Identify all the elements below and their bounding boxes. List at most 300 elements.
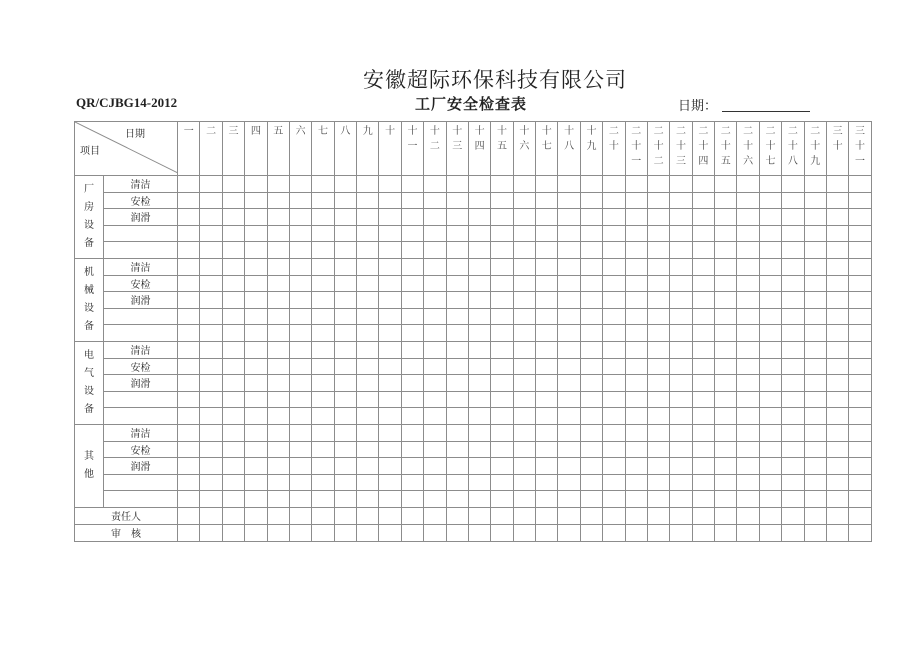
check-cell[interactable] — [826, 225, 848, 242]
check-cell[interactable] — [513, 292, 535, 309]
check-cell[interactable] — [782, 176, 804, 193]
check-cell[interactable] — [200, 358, 222, 375]
check-cell[interactable] — [625, 275, 647, 292]
signature-cell[interactable] — [424, 524, 446, 541]
check-cell[interactable] — [446, 242, 468, 259]
check-cell[interactable] — [737, 242, 759, 259]
check-cell[interactable] — [245, 408, 267, 425]
check-cell[interactable] — [804, 375, 826, 392]
check-cell[interactable] — [759, 341, 781, 358]
check-cell[interactable] — [424, 358, 446, 375]
check-cell[interactable] — [670, 275, 692, 292]
check-cell[interactable] — [513, 176, 535, 193]
signature-cell[interactable] — [513, 524, 535, 541]
check-cell[interactable] — [424, 308, 446, 325]
check-cell[interactable] — [446, 292, 468, 309]
check-cell[interactable] — [558, 292, 580, 309]
date-fill-line[interactable] — [722, 111, 810, 112]
check-cell[interactable] — [312, 458, 334, 475]
check-cell[interactable] — [692, 242, 714, 259]
check-cell[interactable] — [334, 458, 356, 475]
signature-cell[interactable] — [647, 524, 669, 541]
check-cell[interactable] — [715, 325, 737, 342]
check-cell[interactable] — [625, 491, 647, 508]
signature-cell[interactable] — [491, 524, 513, 541]
check-cell[interactable] — [401, 325, 423, 342]
check-cell[interactable] — [312, 441, 334, 458]
check-cell[interactable] — [312, 275, 334, 292]
check-cell[interactable] — [625, 209, 647, 226]
check-cell[interactable] — [603, 375, 625, 392]
check-cell[interactable] — [804, 308, 826, 325]
check-cell[interactable] — [737, 341, 759, 358]
check-cell[interactable] — [312, 308, 334, 325]
check-cell[interactable] — [178, 375, 200, 392]
check-cell[interactable] — [245, 325, 267, 342]
check-cell[interactable] — [357, 292, 379, 309]
check-cell[interactable] — [424, 441, 446, 458]
check-cell[interactable] — [759, 474, 781, 491]
check-cell[interactable] — [334, 192, 356, 209]
check-cell[interactable] — [692, 325, 714, 342]
check-cell[interactable] — [245, 258, 267, 275]
check-cell[interactable] — [357, 358, 379, 375]
check-cell[interactable] — [312, 242, 334, 259]
check-cell[interactable] — [178, 258, 200, 275]
check-cell[interactable] — [491, 242, 513, 259]
check-cell[interactable] — [782, 341, 804, 358]
check-cell[interactable] — [782, 491, 804, 508]
check-cell[interactable] — [178, 192, 200, 209]
check-cell[interactable] — [379, 358, 401, 375]
check-cell[interactable] — [424, 458, 446, 475]
check-cell[interactable] — [245, 458, 267, 475]
check-cell[interactable] — [379, 275, 401, 292]
check-cell[interactable] — [379, 292, 401, 309]
check-cell[interactable] — [178, 225, 200, 242]
signature-cell[interactable] — [849, 507, 871, 524]
signature-cell[interactable] — [558, 507, 580, 524]
check-cell[interactable] — [826, 391, 848, 408]
check-cell[interactable] — [222, 308, 244, 325]
signature-cell[interactable] — [468, 507, 490, 524]
signature-cell[interactable] — [647, 507, 669, 524]
check-cell[interactable] — [200, 441, 222, 458]
check-cell[interactable] — [222, 225, 244, 242]
check-cell[interactable] — [647, 292, 669, 309]
check-cell[interactable] — [357, 458, 379, 475]
check-cell[interactable] — [670, 308, 692, 325]
check-cell[interactable] — [222, 358, 244, 375]
check-cell[interactable] — [379, 209, 401, 226]
check-cell[interactable] — [245, 391, 267, 408]
check-cell[interactable] — [222, 391, 244, 408]
check-cell[interactable] — [424, 424, 446, 441]
check-cell[interactable] — [849, 491, 871, 508]
check-cell[interactable] — [715, 192, 737, 209]
check-cell[interactable] — [401, 176, 423, 193]
check-cell[interactable] — [603, 292, 625, 309]
check-cell[interactable] — [804, 458, 826, 475]
check-cell[interactable] — [558, 408, 580, 425]
check-cell[interactable] — [312, 341, 334, 358]
check-cell[interactable] — [580, 308, 602, 325]
signature-cell[interactable] — [245, 524, 267, 541]
check-cell[interactable] — [647, 358, 669, 375]
check-cell[interactable] — [424, 325, 446, 342]
check-cell[interactable] — [357, 325, 379, 342]
check-cell[interactable] — [536, 275, 558, 292]
check-cell[interactable] — [312, 358, 334, 375]
check-cell[interactable] — [491, 358, 513, 375]
check-cell[interactable] — [312, 375, 334, 392]
signature-cell[interactable] — [692, 507, 714, 524]
check-cell[interactable] — [670, 441, 692, 458]
check-cell[interactable] — [536, 308, 558, 325]
check-cell[interactable] — [715, 341, 737, 358]
check-cell[interactable] — [200, 176, 222, 193]
check-cell[interactable] — [670, 375, 692, 392]
check-cell[interactable] — [737, 441, 759, 458]
check-cell[interactable] — [357, 375, 379, 392]
check-cell[interactable] — [267, 325, 289, 342]
check-cell[interactable] — [849, 225, 871, 242]
signature-cell[interactable] — [558, 524, 580, 541]
check-cell[interactable] — [804, 408, 826, 425]
check-cell[interactable] — [446, 325, 468, 342]
check-cell[interactable] — [245, 176, 267, 193]
check-cell[interactable] — [737, 176, 759, 193]
check-cell[interactable] — [401, 474, 423, 491]
check-cell[interactable] — [782, 308, 804, 325]
check-cell[interactable] — [536, 292, 558, 309]
check-cell[interactable] — [804, 258, 826, 275]
check-cell[interactable] — [536, 474, 558, 491]
check-cell[interactable] — [289, 242, 311, 259]
check-cell[interactable] — [424, 209, 446, 226]
check-cell[interactable] — [536, 325, 558, 342]
check-cell[interactable] — [558, 275, 580, 292]
check-cell[interactable] — [222, 176, 244, 193]
check-cell[interactable] — [289, 341, 311, 358]
check-cell[interactable] — [357, 275, 379, 292]
check-cell[interactable] — [692, 458, 714, 475]
check-cell[interactable] — [424, 225, 446, 242]
check-cell[interactable] — [222, 325, 244, 342]
check-cell[interactable] — [245, 242, 267, 259]
check-cell[interactable] — [513, 408, 535, 425]
check-cell[interactable] — [826, 292, 848, 309]
check-cell[interactable] — [334, 375, 356, 392]
check-cell[interactable] — [536, 408, 558, 425]
check-cell[interactable] — [289, 491, 311, 508]
check-cell[interactable] — [580, 341, 602, 358]
check-cell[interactable] — [737, 325, 759, 342]
signature-cell[interactable] — [379, 524, 401, 541]
check-cell[interactable] — [200, 474, 222, 491]
check-cell[interactable] — [603, 275, 625, 292]
check-cell[interactable] — [580, 375, 602, 392]
check-cell[interactable] — [357, 474, 379, 491]
check-cell[interactable] — [491, 491, 513, 508]
check-cell[interactable] — [357, 192, 379, 209]
check-cell[interactable] — [446, 341, 468, 358]
check-cell[interactable] — [267, 341, 289, 358]
check-cell[interactable] — [491, 209, 513, 226]
check-cell[interactable] — [178, 358, 200, 375]
check-cell[interactable] — [491, 391, 513, 408]
check-cell[interactable] — [715, 358, 737, 375]
check-cell[interactable] — [513, 424, 535, 441]
check-cell[interactable] — [424, 292, 446, 309]
check-cell[interactable] — [178, 341, 200, 358]
check-cell[interactable] — [178, 176, 200, 193]
check-cell[interactable] — [692, 408, 714, 425]
check-cell[interactable] — [401, 209, 423, 226]
signature-cell[interactable] — [178, 507, 200, 524]
check-cell[interactable] — [715, 441, 737, 458]
check-cell[interactable] — [267, 292, 289, 309]
check-cell[interactable] — [670, 176, 692, 193]
check-cell[interactable] — [446, 474, 468, 491]
check-cell[interactable] — [826, 341, 848, 358]
check-cell[interactable] — [625, 242, 647, 259]
check-cell[interactable] — [446, 275, 468, 292]
check-cell[interactable] — [289, 225, 311, 242]
check-cell[interactable] — [491, 176, 513, 193]
signature-cell[interactable] — [782, 524, 804, 541]
check-cell[interactable] — [513, 474, 535, 491]
signature-cell[interactable] — [603, 524, 625, 541]
check-cell[interactable] — [401, 292, 423, 309]
check-cell[interactable] — [357, 258, 379, 275]
check-cell[interactable] — [647, 458, 669, 475]
check-cell[interactable] — [737, 474, 759, 491]
check-cell[interactable] — [289, 275, 311, 292]
check-cell[interactable] — [849, 458, 871, 475]
check-cell[interactable] — [513, 275, 535, 292]
check-cell[interactable] — [245, 209, 267, 226]
check-cell[interactable] — [603, 424, 625, 441]
check-cell[interactable] — [200, 391, 222, 408]
check-cell[interactable] — [580, 275, 602, 292]
signature-cell[interactable] — [804, 524, 826, 541]
check-cell[interactable] — [468, 358, 490, 375]
signature-cell[interactable] — [267, 507, 289, 524]
check-cell[interactable] — [222, 408, 244, 425]
check-cell[interactable] — [670, 192, 692, 209]
check-cell[interactable] — [782, 441, 804, 458]
signature-cell[interactable] — [401, 524, 423, 541]
check-cell[interactable] — [647, 491, 669, 508]
check-cell[interactable] — [178, 209, 200, 226]
check-cell[interactable] — [200, 424, 222, 441]
check-cell[interactable] — [647, 242, 669, 259]
check-cell[interactable] — [289, 209, 311, 226]
check-cell[interactable] — [200, 408, 222, 425]
check-cell[interactable] — [536, 341, 558, 358]
signature-cell[interactable] — [692, 524, 714, 541]
signature-cell[interactable] — [267, 524, 289, 541]
check-cell[interactable] — [334, 308, 356, 325]
check-cell[interactable] — [625, 308, 647, 325]
check-cell[interactable] — [826, 358, 848, 375]
check-cell[interactable] — [379, 408, 401, 425]
check-cell[interactable] — [603, 391, 625, 408]
signature-cell[interactable] — [200, 524, 222, 541]
check-cell[interactable] — [647, 176, 669, 193]
check-cell[interactable] — [759, 458, 781, 475]
check-cell[interactable] — [267, 209, 289, 226]
check-cell[interactable] — [491, 408, 513, 425]
signature-cell[interactable] — [670, 524, 692, 541]
check-cell[interactable] — [782, 258, 804, 275]
check-cell[interactable] — [692, 441, 714, 458]
check-cell[interactable] — [379, 242, 401, 259]
signature-cell[interactable] — [424, 507, 446, 524]
check-cell[interactable] — [267, 242, 289, 259]
check-cell[interactable] — [289, 308, 311, 325]
check-cell[interactable] — [468, 225, 490, 242]
check-cell[interactable] — [849, 391, 871, 408]
check-cell[interactable] — [782, 325, 804, 342]
check-cell[interactable] — [200, 308, 222, 325]
check-cell[interactable] — [222, 209, 244, 226]
check-cell[interactable] — [200, 375, 222, 392]
check-cell[interactable] — [782, 242, 804, 259]
check-cell[interactable] — [491, 258, 513, 275]
check-cell[interactable] — [468, 242, 490, 259]
check-cell[interactable] — [312, 209, 334, 226]
check-cell[interactable] — [849, 441, 871, 458]
check-cell[interactable] — [289, 391, 311, 408]
check-cell[interactable] — [334, 325, 356, 342]
check-cell[interactable] — [334, 341, 356, 358]
check-cell[interactable] — [759, 308, 781, 325]
check-cell[interactable] — [580, 424, 602, 441]
check-cell[interactable] — [826, 176, 848, 193]
check-cell[interactable] — [222, 242, 244, 259]
check-cell[interactable] — [849, 292, 871, 309]
check-cell[interactable] — [692, 192, 714, 209]
check-cell[interactable] — [468, 325, 490, 342]
check-cell[interactable] — [692, 209, 714, 226]
check-cell[interactable] — [424, 242, 446, 259]
check-cell[interactable] — [424, 258, 446, 275]
check-cell[interactable] — [826, 192, 848, 209]
check-cell[interactable] — [178, 325, 200, 342]
check-cell[interactable] — [782, 209, 804, 226]
check-cell[interactable] — [759, 424, 781, 441]
check-cell[interactable] — [289, 441, 311, 458]
check-cell[interactable] — [647, 391, 669, 408]
check-cell[interactable] — [379, 375, 401, 392]
check-cell[interactable] — [603, 458, 625, 475]
check-cell[interactable] — [468, 192, 490, 209]
check-cell[interactable] — [647, 325, 669, 342]
check-cell[interactable] — [647, 308, 669, 325]
check-cell[interactable] — [357, 242, 379, 259]
check-cell[interactable] — [849, 258, 871, 275]
check-cell[interactable] — [782, 192, 804, 209]
check-cell[interactable] — [580, 242, 602, 259]
check-cell[interactable] — [826, 491, 848, 508]
check-cell[interactable] — [379, 308, 401, 325]
check-cell[interactable] — [625, 474, 647, 491]
check-cell[interactable] — [558, 458, 580, 475]
check-cell[interactable] — [357, 225, 379, 242]
check-cell[interactable] — [379, 325, 401, 342]
check-cell[interactable] — [222, 458, 244, 475]
check-cell[interactable] — [603, 408, 625, 425]
check-cell[interactable] — [603, 242, 625, 259]
check-cell[interactable] — [222, 258, 244, 275]
check-cell[interactable] — [737, 375, 759, 392]
check-cell[interactable] — [267, 308, 289, 325]
signature-cell[interactable] — [782, 507, 804, 524]
check-cell[interactable] — [759, 292, 781, 309]
check-cell[interactable] — [647, 209, 669, 226]
check-cell[interactable] — [468, 341, 490, 358]
check-cell[interactable] — [178, 474, 200, 491]
check-cell[interactable] — [715, 474, 737, 491]
check-cell[interactable] — [222, 192, 244, 209]
check-cell[interactable] — [424, 474, 446, 491]
check-cell[interactable] — [692, 341, 714, 358]
check-cell[interactable] — [580, 258, 602, 275]
check-cell[interactable] — [625, 441, 647, 458]
check-cell[interactable] — [670, 458, 692, 475]
check-cell[interactable] — [558, 375, 580, 392]
check-cell[interactable] — [312, 325, 334, 342]
check-cell[interactable] — [267, 391, 289, 408]
check-cell[interactable] — [446, 391, 468, 408]
check-cell[interactable] — [312, 491, 334, 508]
check-cell[interactable] — [558, 192, 580, 209]
check-cell[interactable] — [312, 192, 334, 209]
check-cell[interactable] — [759, 258, 781, 275]
check-cell[interactable] — [692, 308, 714, 325]
check-cell[interactable] — [692, 275, 714, 292]
check-cell[interactable] — [312, 292, 334, 309]
check-cell[interactable] — [267, 441, 289, 458]
check-cell[interactable] — [759, 491, 781, 508]
check-cell[interactable] — [849, 474, 871, 491]
check-cell[interactable] — [334, 441, 356, 458]
check-cell[interactable] — [737, 275, 759, 292]
check-cell[interactable] — [312, 391, 334, 408]
signature-cell[interactable] — [357, 507, 379, 524]
check-cell[interactable] — [424, 275, 446, 292]
check-cell[interactable] — [357, 491, 379, 508]
check-cell[interactable] — [647, 192, 669, 209]
check-cell[interactable] — [513, 458, 535, 475]
check-cell[interactable] — [826, 258, 848, 275]
check-cell[interactable] — [178, 408, 200, 425]
check-cell[interactable] — [558, 341, 580, 358]
check-cell[interactable] — [178, 292, 200, 309]
check-cell[interactable] — [715, 424, 737, 441]
check-cell[interactable] — [849, 176, 871, 193]
check-cell[interactable] — [826, 424, 848, 441]
check-cell[interactable] — [379, 474, 401, 491]
check-cell[interactable] — [625, 325, 647, 342]
check-cell[interactable] — [468, 441, 490, 458]
check-cell[interactable] — [446, 192, 468, 209]
check-cell[interactable] — [334, 292, 356, 309]
check-cell[interactable] — [670, 341, 692, 358]
check-cell[interactable] — [647, 275, 669, 292]
